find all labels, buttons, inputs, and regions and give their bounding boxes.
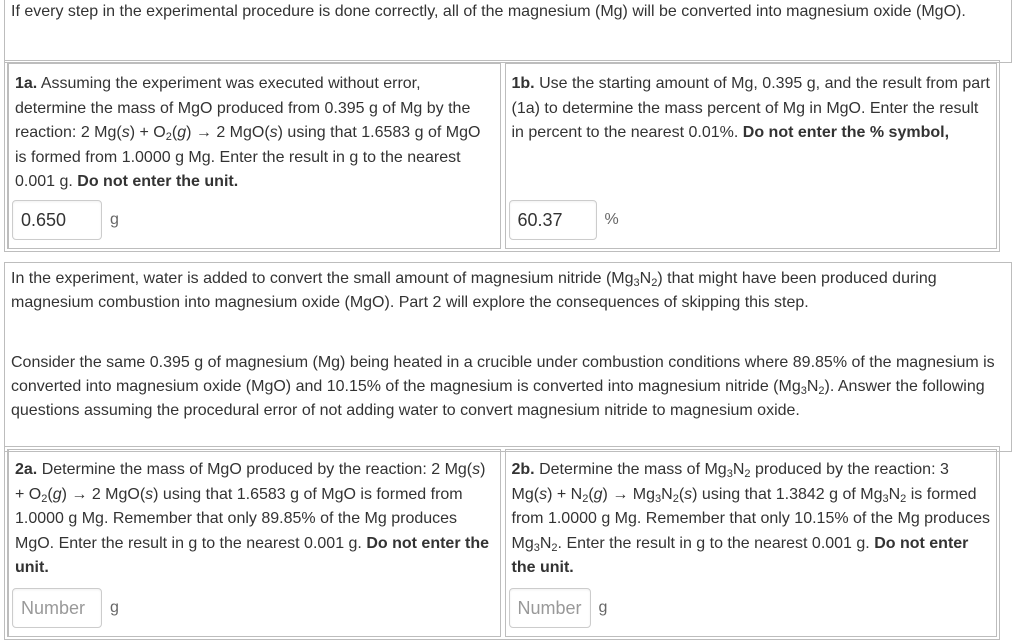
answer-2b-unit: g	[598, 599, 608, 616]
question-2a-emphasis: Do not enter the unit.	[15, 534, 489, 576]
question-2b-text: 2b. Determine the mass of $Mg_3N_2$ produced by the reaction: 3 $Mg(s) + N_2(g) \to Mg_3N_2(s)$ using that 1.3842 g of $Mg_3N_2$ is formed from 1.0000 g Mg. Remember that only 10.15% of the Mg produces $Mg_3N_2$. Enter the result in g to the nearest 0.001 g. Do not enter the unit.	[511, 461, 990, 576]
question-1a-text: 1a. Assuming the experiment was executed without error, determine the mass of MgO produced from 0.395 g of Mg by the reaction: 2 $Mg(s) + O_2(g) \to 2$ MgO(s) using that 1.6583 g of MgO is formed from 1.0000 g Mg. Enter the result in g to the nearest 0.001 g. Do not enter the unit.	[15, 75, 481, 190]
question-1a-label: 1a.	[15, 75, 38, 92]
part2-paragraph-1: In the experiment, water is added to convert the small amount of magnesium nitride $(Mg_3N_2)$ that might have been produced during magnesium combustion into magnesium oxide (MgO). Part 2 will explore the consequences of skipping this step.	[11, 270, 937, 311]
intro-text-block	[4, 0, 1012, 63]
part2-panel	[4, 446, 1000, 640]
answer-1b-input[interactable]	[509, 200, 597, 240]
answer-1a-input[interactable]	[12, 200, 102, 240]
answer-1b-unit: %	[604, 211, 619, 228]
question-1a-emphasis: Do not enter the unit.	[77, 173, 239, 190]
question-1b-emphasis: Do not enter the % symbol,	[742, 124, 950, 141]
answer-2b-input[interactable]	[509, 588, 591, 628]
answer-2a-unit: g	[110, 599, 119, 616]
part2-intro-block	[4, 262, 1012, 452]
question-1b	[505, 63, 998, 249]
part2-paragraph-2: Consider the same 0.395 g of magnesium (Mg) being heated in a crucible under combustion conditions where 89.85% of the magnesium is converted into magnesium oxide (MgO) and 10.15% of the magnesium is converted into magnesium nitride $(Mg_3N_2)$. Answer the following questions assuming the procedural error of not adding water to convert magnesium nitride to magnesium oxide.	[11, 354, 995, 419]
question-2b-emphasis: Do not enter the unit.	[511, 534, 969, 576]
question-1b-label: 1b.	[511, 75, 535, 92]
question-2a-text: 2a. Determine the mass of MgO produced by the reaction: 2 $Mg(s) + O_2(g) \to 2$ MgO(s) using that 1.6583 g of MgO is formed from 1.0000 g Mg. Remember that only 89.85% of the Mg produces MgO. Enter the result in g to the nearest 0.001 g. Do not enter the unit.	[15, 461, 489, 576]
question-1a	[7, 63, 501, 249]
intro-text: If every step in the experimental procedure is done correctly, all of the magnesium (Mg) will be converted into magnesium oxide (MgO).	[11, 3, 966, 20]
question-2b	[505, 449, 998, 637]
part1-panel	[4, 60, 1000, 252]
question-1b-text: 1b. Use the starting amount of Mg, 0.395 g, and the result from part (1a) to determine the mass percent of Mg in MgO. Enter the result in percent to the nearest 0.01%. Do not enter the % symbol,	[511, 75, 990, 141]
answer-2a-input[interactable]	[12, 588, 102, 628]
question-2b-label: 2b.	[511, 461, 535, 478]
question-2a-label: 2a.	[15, 461, 38, 478]
question-2a	[7, 449, 501, 637]
answer-1a-unit: g	[110, 211, 119, 228]
